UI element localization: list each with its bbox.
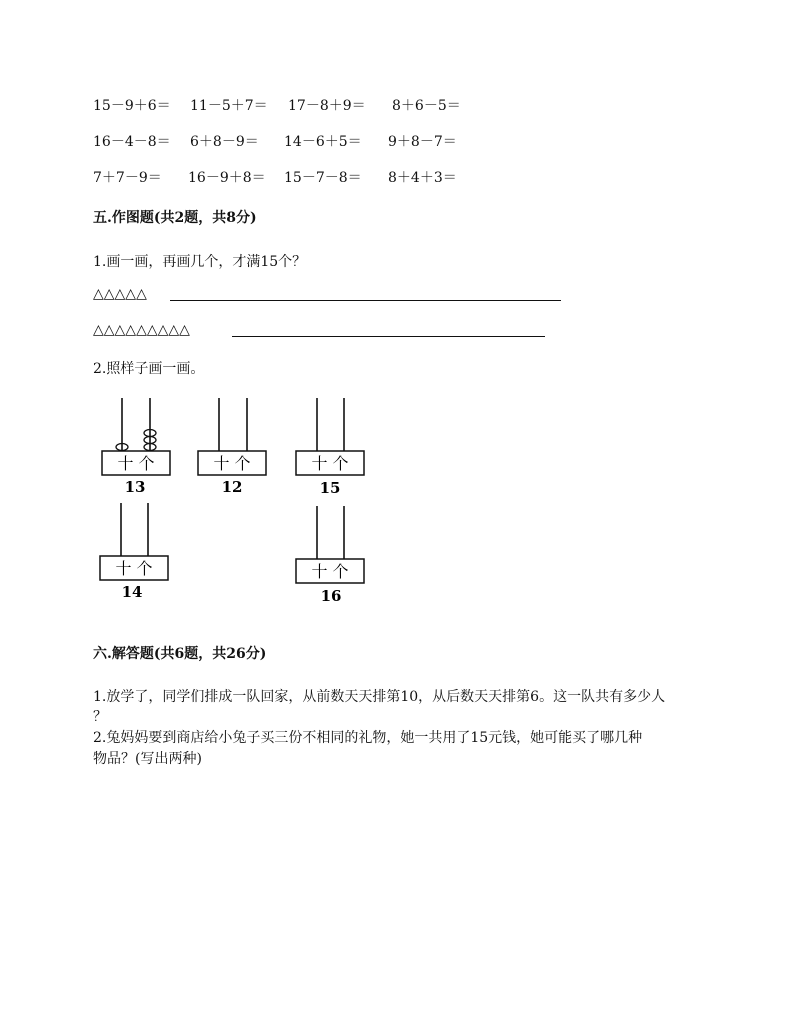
section-title: 五.作图题(共2题，共8分)	[93, 210, 257, 226]
question-text: ？	[93, 709, 107, 725]
question-text: 1.放学了，同学们排成一队回家，从前数天天排第10，从后数天天排第6。这一队共有多少人	[93, 689, 666, 705]
abacus	[102, 398, 170, 496]
abacus	[100, 503, 168, 601]
question-text: 2.照样子画一画。	[93, 361, 205, 377]
abacus	[198, 398, 266, 496]
abacus-label: 十 个	[213, 454, 251, 473]
abacus-number: 16	[320, 587, 342, 605]
equation: 6＋8－9＝	[190, 134, 259, 150]
section-title: 六.解答题(共6题，共26分)	[93, 646, 267, 662]
abacus	[296, 398, 364, 497]
abacus-label: 十 个	[115, 559, 153, 578]
equation: 7＋7－9＝	[93, 170, 162, 186]
equation: 15－7－8＝	[284, 170, 362, 186]
question-text: 物品？(写出两种)	[93, 751, 202, 767]
equation: 8＋4＋3＝	[388, 170, 457, 186]
equation: 14－6＋5＝	[284, 134, 362, 150]
equation: 16－4－8＝	[93, 134, 171, 150]
abacus-label: 十 个	[311, 454, 349, 473]
equation: 17－8＋9＝	[288, 98, 366, 114]
equation: 9＋8－7＝	[388, 134, 457, 150]
abacus-label: 十 个	[117, 454, 155, 473]
equation: 8＋6－5＝	[392, 98, 461, 114]
equation: 15－9＋6＝	[93, 98, 171, 114]
triangle-row: △△△△△	[93, 286, 147, 302]
abacus-number: 13	[124, 478, 146, 496]
equation: 11－5＋7＝	[190, 98, 268, 114]
equation: 16－9＋8＝	[188, 170, 266, 186]
question-text: 1.画一画，再画几个，才满15个？	[93, 254, 307, 270]
abacus-number: 15	[319, 479, 341, 497]
triangle-row: △△△△△△△△△	[93, 322, 190, 338]
question-text: 2.兔妈妈要到商店给小兔子买三份不相同的礼物，她一共用了15元钱，她可能买了哪几种	[93, 730, 643, 746]
abacus	[296, 506, 364, 605]
abacus-label: 十 个	[311, 562, 349, 581]
abacus-number: 12	[221, 478, 243, 496]
abacus-number: 14	[121, 583, 143, 601]
